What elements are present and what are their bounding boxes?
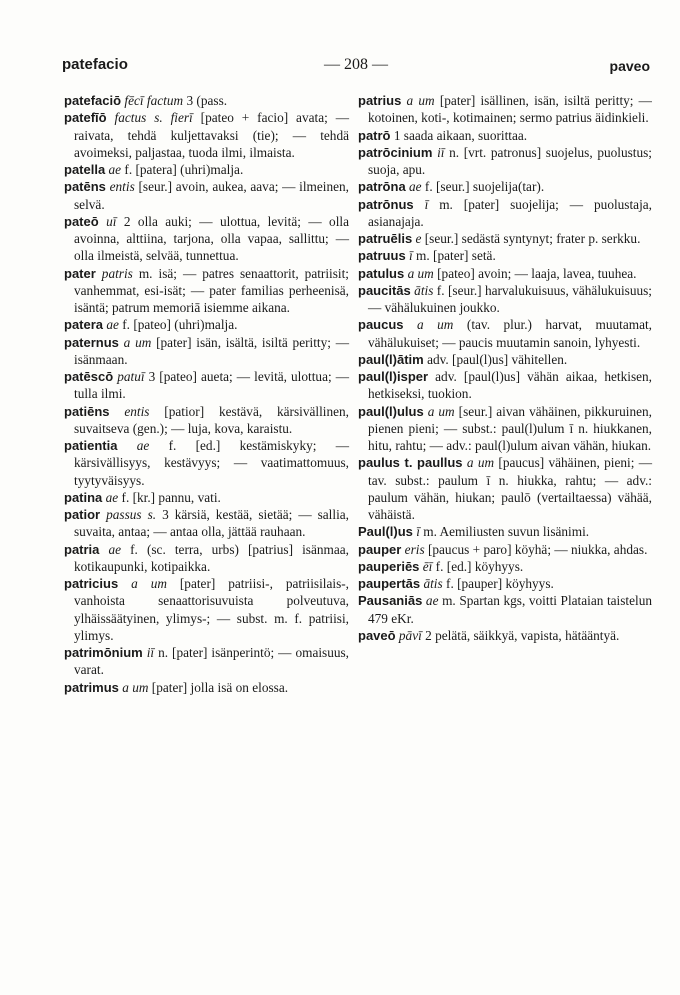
entry-definition: [seur.] sedästä syntynyt; frater p. serkku. [421, 231, 641, 246]
running-head-left: patefacio [62, 56, 128, 73]
entry-grammar: iī [437, 144, 445, 160]
dictionary-entry [358, 454, 652, 523]
entry-grammar: passus s. [106, 507, 157, 522]
entry-definition: f. [seur.] suojelija(tar). [421, 179, 545, 195]
entry-grammar: a um [122, 679, 149, 695]
dictionary-entry [64, 213, 349, 265]
entry-headword: patior [64, 507, 101, 522]
entry-definition: n. [vrt. patronus] suojelus, puolustus; suoja, apu. [368, 144, 653, 177]
entry-headword: patrius [358, 93, 402, 108]
entry-definition: f. [ed.] köyhyys. [432, 558, 524, 574]
entry-headword: paul(l)ulus [358, 403, 424, 419]
dictionary-entry [64, 489, 349, 506]
entry-grammar: a um [406, 93, 435, 108]
entry-definition: [pater] isällinen, isän, isiltä peritty; — kotoinen, koti-, kotimainen; sermo patrius äidinkieli. [368, 93, 652, 126]
entry-definition: f. [pauper] köyhyys. [442, 576, 554, 591]
entry-headword: paveō [358, 627, 396, 643]
entry-headword: patrimōnium [64, 645, 143, 660]
page-header [62, 56, 650, 80]
entry-definition: [seur.] avoin, aukea, aava; — ilmeinen, selvä. [74, 179, 349, 212]
entry-definition: f. [kr.] pannu, vati. [118, 489, 221, 505]
entry-definition: 3 (pass. [183, 93, 228, 108]
page-number: — 208 — [324, 56, 388, 73]
entry-grammar: a um [417, 317, 454, 333]
entry-grammar: ae [409, 179, 422, 195]
entry-headword: patruēlis [358, 231, 413, 246]
dictionary-entry [358, 196, 652, 231]
entry-definition: [pateo] avoin; — laaja, lavea, tuuhea. [433, 265, 637, 281]
entry-grammar: patris [101, 265, 133, 281]
entry-grammar: patuī [117, 369, 145, 384]
entry-definition: [patior] kestävä, kärsivällinen, suvaitseva (gen.); — luja, kova, karaistu. [74, 403, 349, 436]
entry-definition: f. (sc. terra, urbs) [patrius] isänmaa, kotikaupunki, kotipaikka. [74, 541, 350, 574]
entry-grammar: ae [136, 438, 150, 453]
entry-definition: f. [seur.] harvalukuisuus, vähälukuisuus; — vähälukuinen joukko. [368, 282, 652, 315]
entry-grammar: fēcī factum [124, 93, 184, 108]
entry-headword: paucitās [358, 282, 411, 298]
dictionary-entry [64, 403, 349, 438]
dictionary-entry [64, 437, 349, 489]
entry-headword: patientia [64, 438, 118, 453]
entry-definition: [pateo + facio] avata; — raivata, tehdä kuljettavaksi (tie); — tehdä avoimeksi, paljastaa, tuoda ilmi, ilmaista. [74, 110, 349, 160]
dictionary-entry [358, 575, 652, 592]
entry-headword: paternus [64, 334, 119, 350]
dictionary-entry [358, 351, 652, 368]
dictionary-entry [358, 247, 652, 264]
entry-definition: (tav. plur.) harvat, muutamat, vähälukuiset; — paucis muutamin sanoin, lyhyesti. [368, 317, 652, 350]
entry-definition: [pater] jolla isä on elossa. [148, 679, 289, 695]
dictionary-entry [64, 644, 349, 679]
entry-grammar: a um [123, 334, 152, 350]
dictionary-entry [64, 368, 349, 403]
entry-headword: paupertās [358, 576, 421, 591]
entry-headword: patruus [358, 248, 406, 264]
dictionary-entry [358, 316, 652, 351]
dictionary-entry [64, 506, 349, 541]
dictionary-entry [358, 558, 652, 575]
dictionary-entry [358, 368, 652, 403]
entry-headword: patria [64, 541, 100, 557]
dictionary-entry [358, 282, 652, 317]
entry-headword: patina [64, 489, 103, 505]
entry-definition: m. isä; — patres senaattorit, patriisit; vanhemmat, esi-isät; — pater familias perheenisä, isäntä; patrum memoriā isiemme aikana. [74, 265, 349, 315]
entry-grammar: pāvī [398, 627, 422, 643]
left-column [64, 92, 349, 696]
entry-headword: pateō [64, 213, 99, 229]
entry-headword: patrōnus [358, 196, 414, 212]
dictionary-entry [358, 127, 652, 144]
dictionary-entry [64, 334, 349, 369]
dictionary-entry [358, 178, 652, 195]
entry-definition: f. [pateo] (uhri)malja. [118, 317, 238, 333]
entry-headword: pauper [358, 541, 402, 557]
entry-grammar: a um [466, 455, 495, 471]
entry-grammar: a um [427, 403, 455, 419]
entry-headword: patrō [358, 127, 391, 143]
dictionary-entry [358, 265, 652, 282]
dictionary-entry [64, 575, 349, 644]
entry-headword: patefaciō [64, 93, 122, 108]
entry-headword: paulus t. paullus [358, 455, 463, 471]
entry-definition: [paucus] vähäinen, pieni; — tav. subst.: paulum ī n. hiukka, rahtu; — adv.: paulum vähän, hiukan; paulō (vertailtaessa) vähää, vähäistä. [368, 455, 652, 522]
entry-definition: adv. [paul(l)us] vähän aikaa, hetkisen, hetkiseksi, tuokion. [368, 369, 652, 402]
dictionary-entry [64, 92, 349, 109]
running-head-right: paveo [609, 58, 650, 74]
entry-headword: pauperiēs [358, 558, 420, 574]
entry-definition: f. [patera] (uhri)malja. [121, 162, 244, 177]
entry-headword: paucus [358, 317, 404, 333]
entry-definition: m. Aemiliusten suvun lisänimi. [419, 524, 590, 540]
dictionary-entry [64, 178, 349, 213]
dictionary-entry [358, 592, 652, 627]
entry-grammar: ae [425, 593, 439, 609]
entry-grammar: a um [131, 576, 167, 591]
dictionary-entry [358, 523, 652, 540]
entry-headword: patulus [358, 265, 405, 281]
entry-grammar: entis [124, 403, 150, 419]
entry-grammar: ae [108, 162, 122, 177]
entry-headword: Paul(l)us [358, 524, 413, 540]
entry-grammar: uī [106, 213, 117, 229]
dictionary-entry [358, 627, 652, 644]
entry-definition: 3 [pateo] aueta; — levitä, ulottua; — tulla ilmi. [74, 369, 350, 402]
entry-headword: paul(l)isper [358, 369, 429, 384]
dictionary-entry [358, 92, 652, 127]
entry-definition: m. [pater] suojelija; — puolustaja, asianajaja. [368, 196, 653, 229]
dictionary-entry [64, 265, 349, 317]
entry-grammar: ae [108, 541, 122, 557]
dictionary-entry [358, 541, 652, 558]
entry-grammar: ae [105, 489, 119, 505]
entry-grammar: eris [404, 541, 425, 557]
entry-grammar: ae [106, 317, 119, 333]
entry-headword: paul(l)ātim [358, 351, 424, 367]
dictionary-entry [64, 316, 349, 333]
entry-headword: patefīō [64, 110, 107, 126]
dictionary-entry [358, 403, 652, 455]
dictionary-entry [358, 230, 652, 247]
entry-definition: n. [pater] isänperintö; — omaisuus, varat. [74, 645, 350, 678]
entry-definition: 3 kärsiä, kestää, sietää; — sallia, suvaita, antaa; — antaa olla, jättää rauhaan. [74, 507, 349, 540]
entry-grammar: e [415, 231, 422, 246]
entry-definition: 1 saada aikaan, suorittaa. [393, 127, 528, 143]
entry-grammar: ātis [423, 576, 443, 591]
entry-grammar: entis [109, 179, 135, 195]
entry-headword: pater [64, 265, 96, 281]
entry-definition: [pater] patriisi-, patriisilais-, vanhoista senaattorisuvuista polveutuva, ylhäissäätyinen, ylimys-; — subst. m. f. patriisi, ylimys. [74, 576, 349, 643]
entry-grammar: iī [146, 645, 155, 660]
entry-grammar: ēī [422, 558, 433, 574]
entry-grammar: ātis [414, 282, 434, 298]
entry-headword: patera [64, 317, 104, 333]
entry-definition: f. [ed.] kestämiskyky; — kärsivällisyys, kestävyys; — vaatimattomuus, tyytyväisyys. [74, 438, 349, 488]
dictionary-entry [64, 109, 349, 161]
entry-definition: [pater] isän, isältä, isiltä peritty; — isänmaan. [74, 334, 350, 367]
entry-headword: patēscō [64, 369, 114, 384]
dictionary-entry [64, 541, 349, 576]
dictionary-entry [64, 679, 349, 696]
entry-definition: [seur.] aivan vähäinen, pikkuruinen, pienen pieni; — subst.: paul(l)ulum ī n. hiukkanen, hitu, rahtu; — adv.: paul(l)ulum aivan vähän, hiukan. [368, 403, 652, 453]
right-column [358, 92, 652, 644]
entry-definition: 2 olla auki; — ulottua, levitä; — olla avoinna, alttiina, tarjona, olla vapaa, sallittu; — olla ilmeistä, selvää, tunnettua. [74, 213, 349, 264]
entry-definition: m. [pater] setä. [412, 248, 496, 264]
dictionary-entry [64, 161, 349, 178]
entry-definition: m. Spartan kgs, voitti Plataian taistelun 479 eKr. [368, 593, 653, 626]
entry-grammar: ī [409, 248, 413, 264]
entry-grammar: ī [416, 524, 420, 540]
entry-headword: patricius [64, 576, 119, 591]
dictionary-entry [358, 144, 652, 179]
entry-grammar: factus s. fierī [114, 110, 193, 126]
entry-headword: patrōcinium [358, 144, 433, 160]
entry-headword: patēns [64, 179, 106, 195]
entry-headword: patella [64, 162, 106, 177]
entry-headword: patrōna [358, 179, 406, 195]
entry-definition: adv. [paul(l)us] vähitellen. [427, 351, 568, 367]
entry-definition: 2 pelätä, säikkyä, vapista, hätääntyä. [421, 627, 620, 643]
entry-definition: [paucus + paro] köyhä; — niukka, ahdas. [424, 541, 648, 557]
entry-headword: Pausaniās [358, 593, 423, 609]
entry-headword: patiēns [64, 403, 110, 419]
entry-headword: patrimus [64, 679, 119, 695]
entry-grammar: ī [424, 196, 429, 212]
entry-grammar: a um [407, 265, 434, 281]
